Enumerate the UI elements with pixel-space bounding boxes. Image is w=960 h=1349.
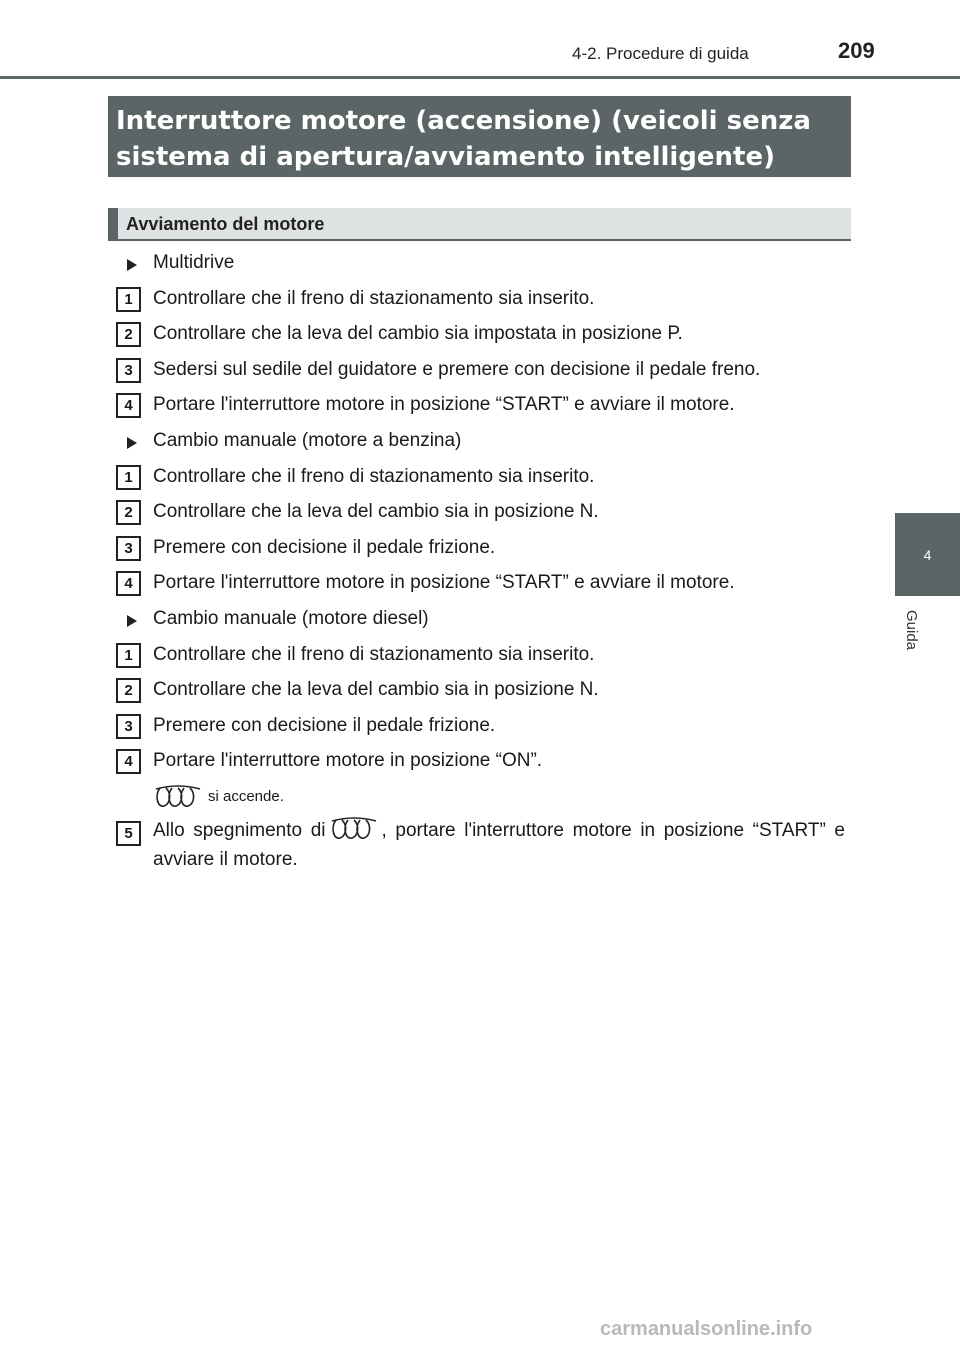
step-row [116, 816, 846, 876]
step-number-badge: 4 [116, 749, 141, 774]
step-text-before: Allo spegnimento di [153, 819, 326, 841]
section-heading-text: Cambio manuale (motore diesel) [153, 607, 429, 629]
step-text: Controllare che il freno di stazionamento sia inserito. [153, 465, 595, 487]
subheading: Avviamento del motore [108, 208, 851, 241]
step-text: Controllare che la leva del cambio sia impostata in posizione P. [153, 323, 683, 345]
chapter-tab [895, 513, 960, 596]
glow-plug-indicator-icon [154, 784, 202, 810]
step-row [116, 317, 846, 353]
step-text: Sedersi sul sedile del guidatore e premere con decisione il pedale freno. [153, 358, 761, 380]
step-text: Controllare che il freno di stazionamento sia inserito. [153, 643, 595, 665]
step-number-badge: 4 [116, 571, 141, 596]
triangle-bullet-icon [127, 259, 137, 271]
step-number-badge: 3 [116, 536, 141, 561]
step-row [116, 388, 846, 424]
step-number-badge: 5 [116, 821, 141, 846]
title-line-1: Interruttore motore (accensione) (veicoli senza [116, 106, 811, 136]
indicator-note-row [116, 780, 846, 816]
step-text: Premere con decisione il pedale frizione. [153, 536, 496, 558]
header-rule [0, 76, 960, 79]
step-row [116, 638, 846, 674]
section-heading-row [116, 424, 846, 460]
step-number-badge: 1 [116, 465, 141, 490]
instructions [116, 246, 846, 876]
step-text-after: , portare l'interruttore motore in posizione “START” e avviare il motore. [153, 819, 845, 870]
step-row [116, 282, 846, 318]
step-number-badge: 4 [116, 393, 141, 418]
step-row [116, 495, 846, 531]
step-row [116, 744, 846, 780]
step-text: Premere con decisione il pedale frizione. [153, 714, 496, 736]
step-number-badge: 1 [116, 287, 141, 312]
section-heading-row [116, 602, 846, 638]
triangle-bullet-icon [127, 437, 137, 449]
step-row [116, 460, 846, 496]
step-row [116, 709, 846, 745]
indicator-note-text: si accende. [208, 787, 284, 805]
step-text: Portare l'interruttore motore in posizione “ON”. [153, 750, 543, 772]
step-text: Portare l'interruttore motore in posizione “START” e avviare il motore. [153, 394, 735, 416]
step-row [116, 566, 846, 602]
page-title [108, 96, 851, 177]
chapter-label: Guida [903, 610, 920, 651]
step-text: Controllare che il freno di stazionamento sia inserito. [153, 287, 595, 309]
step-number-badge: 2 [116, 678, 141, 703]
step-number-badge: 1 [116, 643, 141, 668]
glow-plug-indicator-icon [330, 816, 378, 842]
step-row [116, 673, 846, 709]
step-number-badge: 3 [116, 358, 141, 383]
step-number-badge: 3 [116, 714, 141, 739]
step-text: Controllare che la leva del cambio sia in posizione N. [153, 501, 599, 523]
step-number-badge: 2 [116, 500, 141, 525]
title-line-2: sistema di apertura/avviamento intelligente) [116, 142, 776, 172]
step-number-badge: 2 [116, 322, 141, 347]
chapter-number: 4 [923, 547, 932, 563]
step-text: Controllare che la leva del cambio sia in posizione N. [153, 679, 599, 701]
watermark: carmanualsonline.info [600, 1318, 813, 1340]
section-heading: 4-2. Procedure di guida [572, 44, 749, 63]
step-row [116, 353, 846, 389]
triangle-bullet-icon [127, 615, 137, 627]
step-text [153, 816, 845, 874]
section-heading-text: Cambio manuale (motore a benzina) [153, 429, 462, 451]
step-text: Portare l'interruttore motore in posizione “START” e avviare il motore. [153, 572, 735, 594]
page-number: 209 [838, 38, 875, 63]
step-row [116, 531, 846, 567]
section-heading-text: Multidrive [153, 252, 235, 273]
section-heading-row [116, 246, 846, 282]
